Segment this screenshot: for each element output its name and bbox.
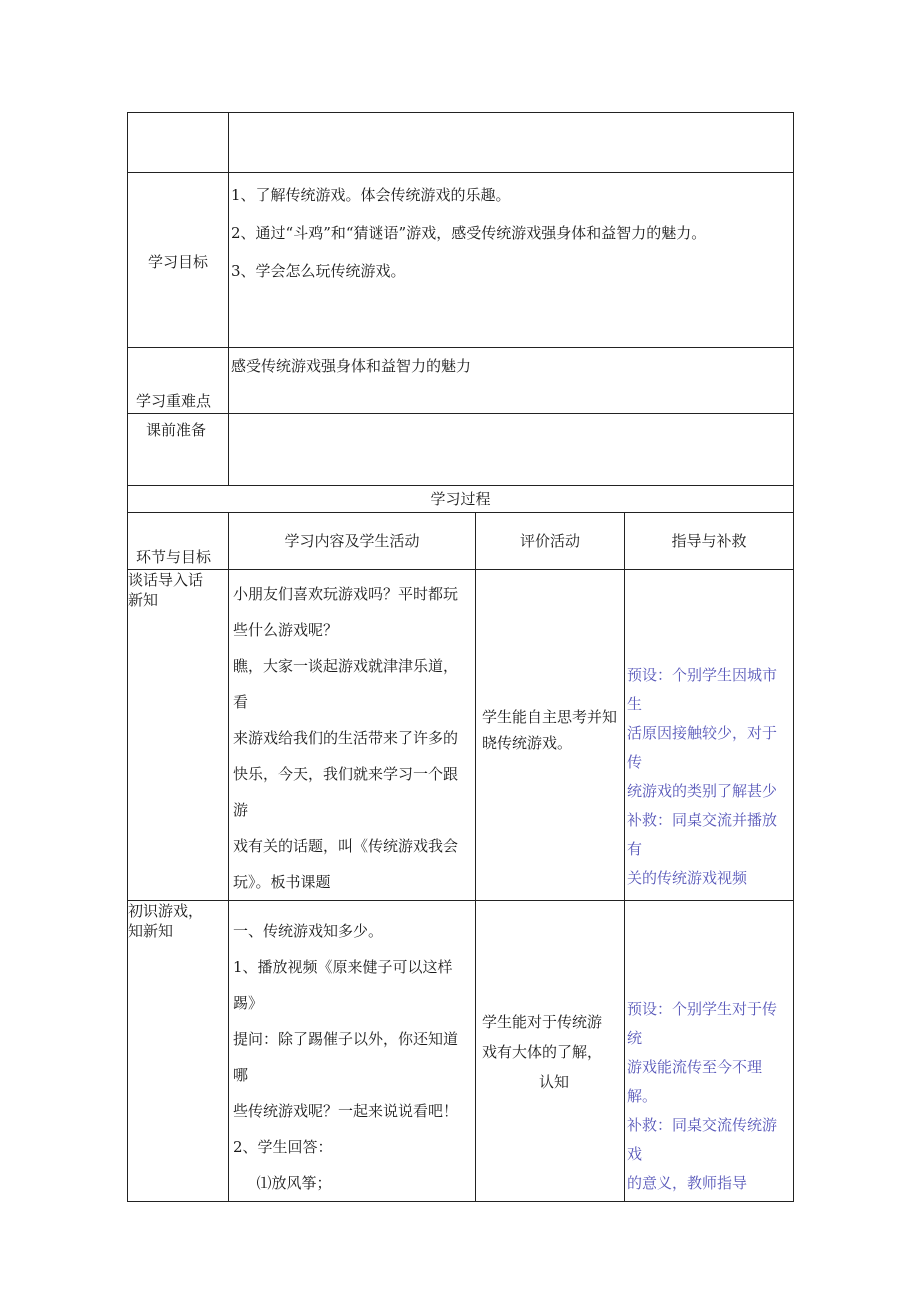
table-row	[128, 570, 794, 901]
blank-content-cell	[229, 113, 794, 173]
content-text	[229, 570, 475, 900]
guidance-line: 预设：个别学生因城市生	[627, 666, 778, 713]
content-line: 来游戏给我们的生活带来了许多的	[233, 729, 459, 747]
goals-label: 学习目标	[147, 253, 208, 271]
content-line: 2、学生回答：	[233, 1138, 333, 1156]
key-points-content-cell	[229, 348, 794, 414]
evaluation-cell	[476, 570, 625, 901]
stage-line: 新知	[128, 591, 159, 609]
stage-line: 初识游戏，	[128, 902, 204, 920]
evaluation-line: 认知	[539, 1073, 570, 1091]
header-content: 学习内容及学生活动	[284, 532, 420, 550]
stage-line: 知新知	[128, 922, 174, 940]
preparation-label-cell	[128, 414, 229, 486]
goals-label-cell	[128, 173, 229, 348]
guidance-line: 统游戏的类别了解甚少	[627, 782, 778, 800]
goals-content-cell	[229, 173, 794, 348]
evaluation-line: 戏有大体的了解，	[482, 1043, 603, 1061]
header-guidance-cell	[625, 513, 794, 570]
table-row-headers	[128, 513, 794, 570]
content-cell	[229, 901, 476, 1202]
table-row-preparation	[128, 414, 794, 486]
key-points-label-cell	[128, 348, 229, 414]
content-line: 提问：除了踢催子以外，你还知道哪	[233, 1030, 459, 1084]
content-line: 一、传统游戏知多少。	[233, 922, 384, 940]
table-row-top-blank	[128, 113, 794, 173]
content-line: 瞧，大家一谈起游戏就津津乐道，看	[233, 657, 459, 711]
header-stage-cell	[128, 513, 229, 570]
guidance-cell	[625, 570, 794, 901]
header-stage: 环节与目标	[136, 548, 212, 566]
stage-line: 谈话导入话	[128, 571, 204, 589]
guidance-line: 活原因接触较少，对于传	[627, 724, 778, 771]
content-cell	[229, 570, 476, 901]
guidance-line: 预设：个别学生对于传统	[627, 1000, 778, 1047]
guidance-line: 补救：同桌交流并播放有	[627, 811, 778, 858]
goal-item: 3、学会怎么玩传统游戏。	[231, 262, 406, 280]
content-text	[229, 901, 475, 1201]
guidance-line: 游戏能流传至今不理解。	[627, 1058, 763, 1105]
key-points-label: 学习重难点	[136, 392, 212, 410]
content-line: ⑴放风筝；	[247, 1174, 332, 1192]
goal-item: 1、了解传统游戏。体会传统游戏的乐趣。	[231, 186, 511, 204]
header-guidance: 指导与补救	[671, 532, 747, 550]
evaluation-cell	[476, 901, 625, 1202]
goal-item: 2、通过“斗鸡”和“猜谜语”游戏，感受传统游戏强身体和益智力的魅力。	[231, 224, 707, 242]
content-line: 戏有关的话题，叫《传统游戏我会	[233, 837, 459, 855]
key-points-text: 感受传统游戏强身体和益智力的魅力	[231, 357, 472, 375]
header-content-cell	[229, 513, 476, 570]
stage-cell	[128, 901, 229, 1202]
content-line: 小朋友们喜欢玩游戏吗？平时都玩	[233, 585, 459, 603]
process-title-cell	[128, 486, 794, 513]
stage-cell	[128, 570, 229, 901]
content-line: 快乐，今天，我们就来学习一个跟游	[233, 765, 459, 819]
table-row	[128, 901, 794, 1202]
guidance-line: 关的传统游戏视频	[627, 869, 748, 887]
content-line: 些传统游戏呢？一起来说说看吧！	[233, 1102, 459, 1120]
guidance-line: 补救：同桌交流传统游戏	[627, 1116, 778, 1163]
guidance-cell	[625, 901, 794, 1202]
content-line: 1、播放视频《原来健子可以这样踢》	[233, 958, 453, 1012]
content-line: 些什么游戏呢？	[233, 621, 339, 639]
guidance-line: 的意义，教师指导	[627, 1174, 748, 1192]
evaluation-line: 学生能对于传统游	[482, 1013, 603, 1031]
process-title: 学习过程	[430, 490, 491, 508]
table-row-process-title	[128, 486, 794, 513]
preparation-content-cell	[229, 414, 794, 486]
header-evaluation: 评价活动	[519, 532, 580, 550]
evaluation-line: 学生能自主思考并知	[482, 708, 618, 726]
lesson-plan-table	[127, 112, 794, 1202]
table-row-goals	[128, 173, 794, 348]
preparation-label: 课前准备	[146, 421, 207, 439]
table-row-key-points	[128, 348, 794, 414]
content-line: 玩》。板书课题	[233, 873, 331, 891]
goals-list	[229, 173, 793, 281]
blank-label-cell	[128, 113, 229, 173]
header-evaluation-cell	[476, 513, 625, 570]
evaluation-line: 晓传统游戏。	[482, 734, 573, 752]
